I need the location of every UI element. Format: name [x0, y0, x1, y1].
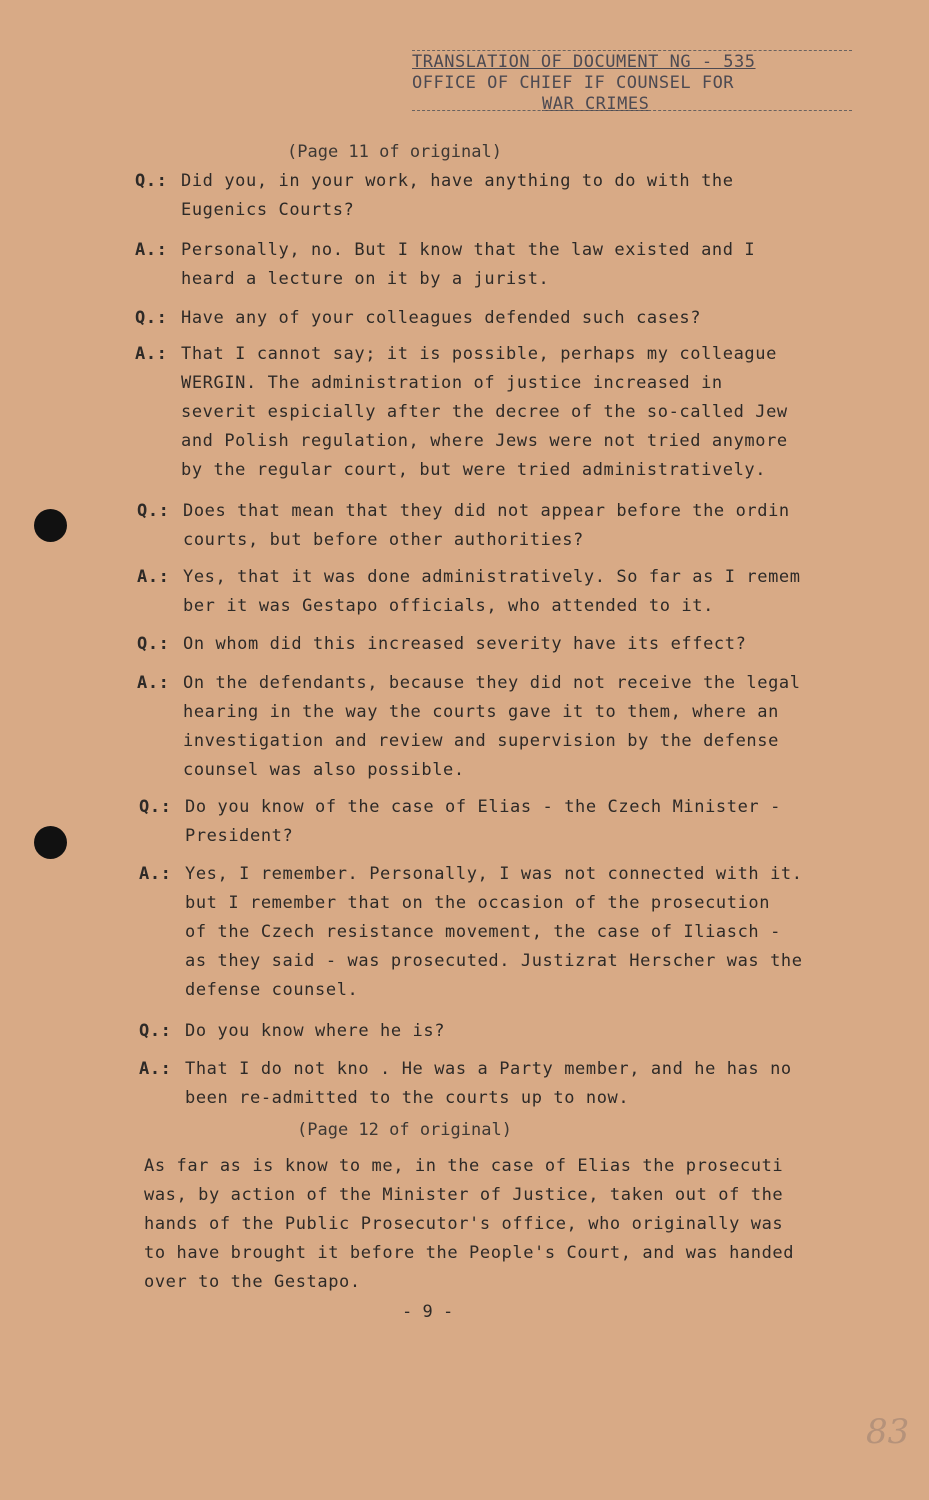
header-line-2: OFFICE OF CHIEF IF COUNSEL FOR — [412, 73, 735, 93]
handwritten-page-number: 83 — [866, 1412, 910, 1452]
transcript-line: WERGIN. The administration of justice increased in — [181, 373, 723, 393]
paragraph-line: over to the Gestapo. — [144, 1272, 361, 1292]
closing-paragraph — [144, 1152, 794, 1297]
transcript-line: counsel was also possible. — [183, 760, 465, 780]
speaker-label: A.: — [137, 673, 170, 693]
paragraph-line: As far as is know to me, in the case of Elias the prosecuti — [144, 1156, 784, 1176]
transcript-line: On the defendants, because they did not receive the legal — [183, 673, 801, 693]
document-header — [412, 52, 756, 115]
transcript-line: That I cannot say; it is possible, perhaps my colleague — [181, 344, 777, 364]
transcript-line: ber it was Gestapo officials, who attended to it. — [183, 596, 714, 616]
transcript-line: severit espicially after the decree of the so-called Jew — [181, 402, 788, 422]
transcript-line: Did you, in your work, have anything to do with the — [181, 171, 734, 191]
speaker-label: A.: — [137, 567, 170, 587]
punch-hole — [34, 509, 67, 542]
speaker-label: A.: — [139, 1059, 172, 1079]
header-line-1: TRANSLATION OF DOCUMENT NG - 535 — [412, 52, 756, 72]
transcript-line: That I do not kno . He was a Party member, and he has no — [185, 1059, 792, 1079]
transcript-line: defense counsel. — [185, 980, 359, 1000]
transcript-line: of the Czech resistance movement, the case of Iliasch - — [185, 922, 781, 942]
page-note-original-12: (Page 12 of original) — [297, 1120, 512, 1140]
header-rule-top — [412, 50, 852, 51]
transcript-line: Yes, that it was done administratively. So far as I remem — [183, 567, 801, 587]
transcript-line: and Polish regulation, where Jews were not tried anymore — [181, 431, 788, 451]
paragraph-line: hands of the Public Prosecutor's office, who originally was — [144, 1214, 784, 1234]
transcript-line: heard a lecture on it by a jurist. — [181, 269, 550, 289]
transcript-line: by the regular court, but were tried administratively. — [181, 460, 767, 480]
transcript-line: courts, but before other authorities? — [183, 530, 584, 550]
speaker-label: Q.: — [137, 634, 170, 654]
speaker-label: A.: — [135, 344, 168, 364]
speaker-label: A.: — [135, 240, 168, 260]
page-note-original-11: (Page 11 of original) — [287, 142, 502, 162]
transcript-line: but I remember that on the occasion of the prosecution — [185, 893, 771, 913]
page-number: - 9 - — [402, 1302, 454, 1322]
transcript-line: Do you know of the case of Elias - the Czech Minister - — [185, 797, 781, 817]
transcript-line: Have any of your colleagues defended such cases? — [181, 308, 702, 328]
paragraph-line: to have brought it before the People's Court, and was handed — [144, 1243, 795, 1263]
speaker-label: Q.: — [139, 797, 172, 817]
speaker-label: Q.: — [135, 171, 168, 191]
transcript-line: President? — [185, 826, 294, 846]
transcript-line: been re-admitted to the courts up to now. — [185, 1088, 630, 1108]
transcript-line: Do you know where he is? — [185, 1021, 446, 1041]
transcript-line: as they said - was prosecuted. Justizrat Herscher was the — [185, 951, 803, 971]
speaker-label: Q.: — [137, 501, 170, 521]
speaker-label: A.: — [139, 864, 172, 884]
punch-hole — [34, 826, 67, 859]
transcript-line: Does that mean that they did not appear before the ordin — [183, 501, 790, 521]
header-line-3: WAR CRIMES — [542, 94, 650, 114]
transcript-line: On whom did this increased severity have its effect? — [183, 634, 747, 654]
speaker-label: Q.: — [135, 308, 168, 328]
transcript-line: Personally, no. But I know that the law existed and I — [181, 240, 756, 260]
transcript-line: Yes, I remember. Personally, I was not connected with it. — [185, 864, 803, 884]
transcript-line: Eugenics Courts? — [181, 200, 355, 220]
header-rule-bottom — [412, 110, 852, 111]
paragraph-line: was, by action of the Minister of Justice, taken out of the — [144, 1185, 784, 1205]
transcript-line: investigation and review and supervision by the defense — [183, 731, 779, 751]
speaker-label: Q.: — [139, 1021, 172, 1041]
transcript-line: hearing in the way the courts gave it to them, where an — [183, 702, 779, 722]
